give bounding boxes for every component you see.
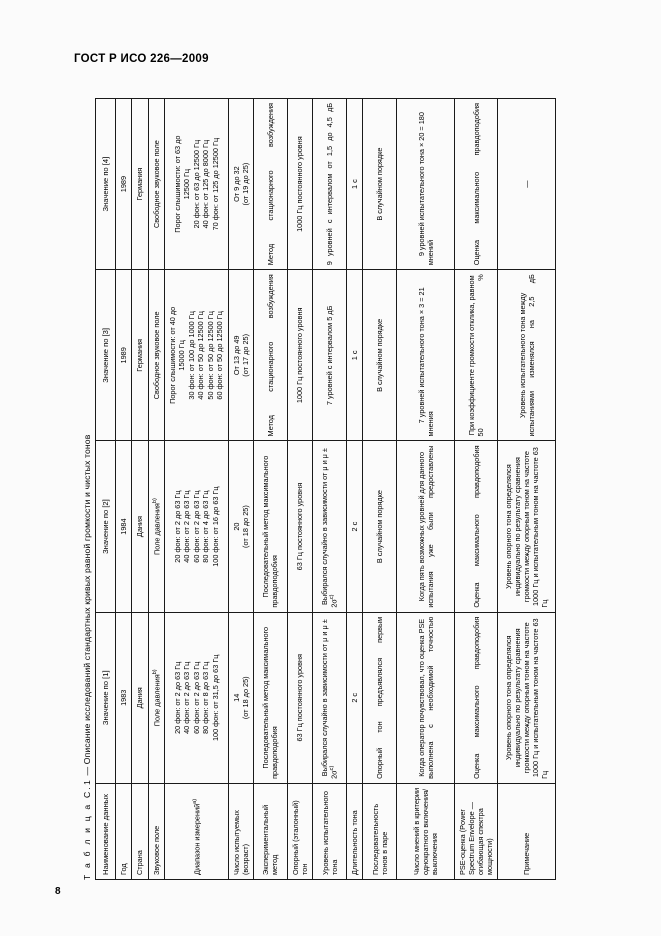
cell-pse-estimate-ref2: Оценка максимального правдоподобия — [455, 441, 498, 612]
range-line: (от 18 до 25) — [240, 676, 250, 720]
rotated-table-area — [82, 95, 560, 880]
cell-tone-duration-ref4: 1 с — [347, 99, 363, 270]
table-row — [164, 99, 228, 880]
cell-note-ref3: Уровень испытательного тона между испытаниями изменялся на 2,5 дБ — [498, 270, 556, 441]
cell-opinion-count-ref1: Когда оператор почувствовал, что оценка PSE выполнена с необходимой точностью — [397, 612, 455, 783]
table-row — [347, 99, 363, 880]
page-number: 8 — [55, 886, 61, 897]
subject-lines-ref2 — [232, 445, 250, 607]
cell-method-ref2: Последовательный метод максимального правдоподобия — [253, 441, 287, 612]
cell-text: Поле давления — [151, 503, 161, 555]
row-label-year: Год — [116, 783, 132, 879]
range-line: 40 фон: от 2 до 63 Гц — [182, 661, 192, 734]
cell-year-ref3: 1989 — [116, 270, 132, 441]
range-line: 40 фон: от 50 до 12500 Гц — [196, 311, 206, 400]
table-row — [132, 99, 148, 880]
cell-tone-order-ref2: В случайном порядке — [363, 441, 397, 612]
cell-text: Выбирался случайно в зависимости от μ и μ ± 2σ — [320, 619, 339, 779]
footnote-marker-a: a) — [191, 798, 198, 804]
range-line: (от 18 до 25) — [240, 505, 250, 548]
row-label-method: Экспериментальный метод — [253, 783, 287, 879]
subject-lines-ref3 — [232, 274, 250, 436]
range-line: 40 фон: от 2 до 63 Гц — [182, 490, 192, 563]
range-line: 20 — [231, 522, 241, 531]
cell-method-ref3: Метод стационарного возбуждения — [253, 270, 287, 441]
cell-note-ref1: Уровень опорного тона определялся индивидуально по результату сравнения громкости между опорным тоном на частоте 1000 Гц и испытательным тоном на частоте 63 Гц — [498, 612, 556, 783]
cell-reference-tone-ref2: 63 Гц постоянного уровня — [287, 441, 312, 612]
cell-measurement-range-ref4 — [164, 99, 228, 270]
cell-opinion-count-ref4: 9 уровней испытательного тона × 20 = 180 мнений — [397, 99, 455, 270]
range-line: 15000 Гц — [177, 340, 187, 371]
range-line: Порог слышимости: от 63 до — [172, 135, 182, 233]
row-label-reference-tone: Опорный (эталонный) тон — [287, 783, 312, 879]
range-lines-ref2 — [173, 445, 220, 607]
cell-pse-estimate-ref1: Оценка максимального правдоподобия — [455, 612, 498, 783]
row-label-measurement-range — [164, 783, 228, 879]
cell-reference-tone-ref1: 63 Гц постоянного уровня — [287, 612, 312, 783]
cell-sound-field-ref3: Свободное звуковое поле — [148, 270, 164, 441]
cell-measurement-range-ref1 — [164, 612, 228, 783]
range-line: 100 фон: от 31,5 до 63 Гц — [210, 654, 220, 742]
cell-measurement-range-ref2 — [164, 441, 228, 612]
cell-sound-field-ref1 — [148, 612, 164, 783]
footnote-marker-b: b) — [151, 669, 158, 675]
cell-tone-order-ref3: В случайном порядке — [363, 270, 397, 441]
table-row — [498, 99, 556, 880]
cell-text: Диапазон измерений — [192, 803, 202, 875]
cell-note-ref4: — — [498, 99, 556, 270]
cell-tone-order-ref1: Опорный тон предъявлялся первым — [363, 612, 397, 783]
row-label-pse-estimate: PSE-оценка (Power Spectrum Envelope — огибающая спектра мощности) — [455, 783, 498, 879]
range-lines-ref3 — [168, 274, 225, 436]
table-caption-label: Т а б л и ц а С.1 — [82, 778, 92, 880]
table-row — [363, 99, 397, 880]
subject-lines-ref4 — [232, 103, 250, 265]
cell-text: Поле давления — [151, 674, 161, 727]
cell-year-ref4: 1989 — [116, 99, 132, 270]
cell-country-ref2: Дания — [132, 441, 148, 612]
row-label-tone-duration: Длительность тона — [347, 783, 363, 879]
row-label-country: Страна — [132, 783, 148, 879]
cell-measurement-range-ref3 — [164, 270, 228, 441]
range-line: 60 фон: от 50 до 12500 Гц — [215, 311, 225, 400]
cell-test-tone-level-ref3: 7 уровней с интервалом 5 дБ — [313, 270, 347, 441]
cell-subjects-ref3 — [228, 270, 253, 441]
table-row — [313, 99, 347, 880]
range-line: 80 фон: от 8 до 63 Гц — [201, 661, 211, 734]
range-line: 60 фон: от 2 до 63 Гц — [191, 661, 201, 734]
table-row — [148, 99, 164, 880]
table-body — [116, 99, 556, 880]
range-line: 30 фон: от 100 до 1000 Гц — [186, 311, 196, 400]
cell-text: Выбирался случайно в зависимости от μ и μ ± 2σ — [320, 448, 339, 608]
cell-opinion-count-ref2: Когда пять возможных уровней для данного испытания уже были предоставлены — [397, 441, 455, 612]
range-line: 60 фон: от 2 до 63 Гц — [191, 490, 201, 563]
range-line: 80 фон: от 4 до 63 Гц — [201, 490, 211, 563]
column-header-ref4: Значение по [4] — [96, 99, 116, 270]
range-line: 70 фон: от 125 до 12500 Гц — [210, 137, 220, 231]
cell-note-ref2: Уровень опорного тона определялся индивидуально по результату сравнения громкости между опорным тоном на частоте 1000 Гц и испытательным тоном на частоте 63 Гц — [498, 441, 556, 612]
cell-tone-duration-ref3: 1 с — [347, 270, 363, 441]
range-line: 20 фон: от 2 до 63 Гц — [172, 490, 182, 563]
cell-test-tone-level-ref1 — [313, 612, 347, 783]
cell-subjects-ref2 — [228, 441, 253, 612]
range-line: 14 — [231, 693, 241, 702]
cell-subjects-ref1 — [228, 612, 253, 783]
row-label-test-tone-level: Уровень испытательного тона — [313, 783, 347, 879]
range-line: От 13 до 49 — [231, 335, 241, 376]
range-line: (от 17 до 25) — [240, 333, 250, 377]
cell-tone-duration-ref2: 2 с — [347, 441, 363, 612]
cell-country-ref1: Дания — [132, 612, 148, 783]
column-header-ref2: Значение по [2] — [96, 441, 116, 612]
table-row — [287, 99, 312, 880]
table-row — [455, 99, 498, 880]
range-line: (от 19 до 25) — [240, 162, 250, 206]
range-lines-ref1 — [173, 617, 220, 779]
cell-sound-field-ref2 — [148, 441, 164, 612]
row-label-opinion-count: Число мнений в критерии однократного включения/выключения — [397, 783, 455, 879]
range-line: 50 фон: от 50 до 12500 Гц — [205, 311, 215, 400]
cell-pse-estimate-ref4: Оценка максимального правдоподобия — [455, 99, 498, 270]
cell-year-ref1: 1983 — [116, 612, 132, 783]
cell-year-ref2: 1984 — [116, 441, 132, 612]
comparison-table — [95, 98, 556, 880]
cell-pse-estimate-ref3: При коэффициенте громкости отклика, равном 50 % — [455, 270, 498, 441]
subject-lines-ref1 — [232, 617, 250, 779]
table-row — [253, 99, 287, 880]
range-lines-ref4 — [173, 103, 220, 265]
running-header: ГОСТ Р ИСО 226—2009 — [74, 53, 209, 65]
column-header-ref3: Значение по [3] — [96, 270, 116, 441]
range-line: 20 фон: от 2 до 63 Гц — [172, 661, 182, 734]
cell-sound-field-ref4: Свободное звуковое поле — [148, 99, 164, 270]
table-header-row — [96, 99, 116, 880]
cell-subjects-ref4 — [228, 99, 253, 270]
column-header-name: Наименование данных — [96, 783, 116, 879]
cell-country-ref4: Германия — [132, 99, 148, 270]
cell-method-ref4: Метод стационарного возбуждения — [253, 99, 287, 270]
row-label-sound-field: Звуковое поле — [148, 783, 164, 879]
cell-tone-duration-ref1: 2 с — [347, 612, 363, 783]
cell-test-tone-level-ref4: 9 уровней с интервалом от 1,5 до 4,5 дБ — [313, 99, 347, 270]
table-caption — [82, 95, 92, 880]
range-line: 40 фон: от 125 до 8000 Гц — [201, 139, 211, 229]
cell-test-tone-level-ref2 — [313, 441, 347, 612]
row-label-note: Примечание — [498, 783, 556, 879]
cell-tone-order-ref4: В случайном порядке — [363, 99, 397, 270]
row-label-subjects: Число испытуемых (возраст) — [228, 783, 253, 879]
row-label-tone-order: Последовательность тонов в паре — [363, 783, 397, 879]
table-row — [116, 99, 132, 880]
table-row — [397, 99, 455, 880]
table-caption-text: — Описание исследований стандартных кривых равной громкости и чистых тонов — [82, 434, 92, 776]
range-line: 100 фон: от 16 до 63 Гц — [210, 486, 220, 567]
range-line: Порог слышимости: от 40 до — [167, 306, 177, 404]
footnote-marker-c: c) — [329, 594, 336, 600]
cell-country-ref3: Германия — [132, 270, 148, 441]
footnote-marker-b: b) — [151, 498, 158, 504]
range-line: От 9 до 32 — [231, 166, 241, 202]
cell-opinion-count-ref3: 7 уровней испытательного тона × 3 = 21 мнения — [397, 270, 455, 441]
table-row — [228, 99, 253, 880]
range-line: 20 фон: от 63 до 12500 Гц — [191, 139, 201, 229]
cell-reference-tone-ref4: 1000 Гц постоянного уровня — [287, 99, 312, 270]
footnote-marker-c: c) — [329, 765, 336, 771]
column-header-ref1: Значение по [1] — [96, 612, 116, 783]
range-line: 12500 Гц — [182, 168, 192, 200]
cell-method-ref1: Последовательный метод максимального правдоподобия — [253, 612, 287, 783]
cell-reference-tone-ref3: 1000 Гц постоянного уровня — [287, 270, 312, 441]
